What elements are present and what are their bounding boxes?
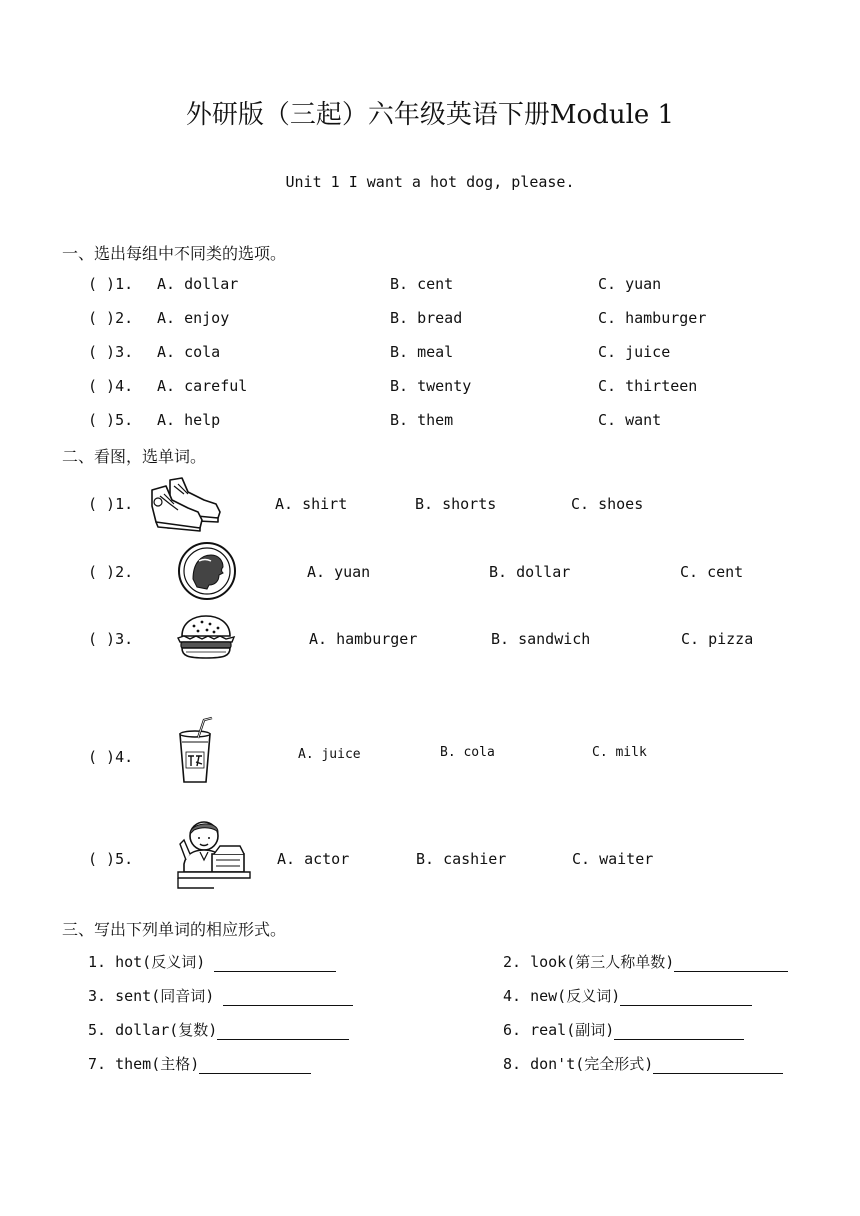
s2-q3-option-b: B. sandwich <box>491 630 591 648</box>
s3-q1: 1. hot(反义词) <box>88 951 336 972</box>
s3-q8: 8. don't(完全形式) <box>503 1053 783 1074</box>
s1-q2-option-c: C. hamburger <box>598 309 707 327</box>
s1-q3-option-b: B. meal <box>390 343 454 361</box>
s3-q3: 3. sent(同音词) <box>88 985 353 1006</box>
page-subtitle: Unit 1 I want a hot dog, please. <box>285 173 575 191</box>
s1-q3-number: ( )3. <box>88 343 134 361</box>
s3-q5: 5. dollar(复数) <box>88 1019 349 1040</box>
s1-q4-option-b: B. twenty <box>390 377 472 395</box>
s2-q2-option-b: B. dollar <box>489 563 571 581</box>
s2-q4-option-a: A. juice <box>298 747 361 762</box>
answer-blank[interactable] <box>620 989 752 1006</box>
s2-q3-option-a: A. hamburger <box>309 630 418 648</box>
s2-q2-number: ( )2. <box>88 563 134 581</box>
s1-q3-option-c: C. juice <box>598 343 671 361</box>
s3-q7: 7. them(主格) <box>88 1053 311 1074</box>
s1-q1-option-a: A. dollar <box>157 275 239 293</box>
s1-q5-option-b: B. them <box>390 411 454 429</box>
answer-blank[interactable] <box>674 955 788 972</box>
section1-heading: 一、选出每组中不同类的选项。 <box>62 244 287 263</box>
s2-q4-number: ( )4. <box>88 748 134 766</box>
hamburger-picture <box>174 612 238 662</box>
s2-q4-option-c: C. milk <box>592 745 647 760</box>
s1-q5-option-c: C. want <box>598 411 662 429</box>
answer-blank[interactable] <box>614 1023 744 1040</box>
section2-heading: 二、看图，选单词。 <box>62 447 207 466</box>
s2-q3-number: ( )3. <box>88 630 134 648</box>
s1-q2-option-a: A. enjoy <box>157 309 230 327</box>
s3-q6: 6. real(副词) <box>503 1019 744 1040</box>
s2-q1-option-c: C. shoes <box>571 495 644 513</box>
page-title: 外研版（三起）六年级英语下册Module 1 <box>185 100 675 130</box>
s1-q1-number: ( )1. <box>88 275 134 293</box>
answer-blank[interactable] <box>214 955 336 972</box>
s1-q3-option-a: A. cola <box>157 343 221 361</box>
cola-cup-picture <box>172 716 218 786</box>
s1-q4-option-a: A. careful <box>157 377 248 395</box>
s2-q2-option-a: A. yuan <box>307 563 371 581</box>
shoes-picture <box>146 474 224 532</box>
s1-q2-number: ( )2. <box>88 309 134 327</box>
s1-q5-option-a: A. help <box>157 411 221 429</box>
s2-q3-option-c: C. pizza <box>681 630 754 648</box>
section3-heading: 三、写出下列单词的相应形式。 <box>62 920 287 939</box>
s1-q4-number: ( )4. <box>88 377 134 395</box>
s1-q5-number: ( )5. <box>88 411 134 429</box>
answer-blank[interactable] <box>199 1057 311 1074</box>
s1-q2-option-b: B. bread <box>390 309 463 327</box>
s1-q1-option-b: B. cent <box>390 275 454 293</box>
s2-q1-number: ( )1. <box>88 495 134 513</box>
s3-q2: 2. look(第三人称单数) <box>503 951 788 972</box>
cashier-picture <box>174 814 254 890</box>
answer-blank[interactable] <box>217 1023 349 1040</box>
s2-q1-option-a: A. shirt <box>275 495 348 513</box>
answer-blank[interactable] <box>653 1057 783 1074</box>
s2-q5-number: ( )5. <box>88 850 134 868</box>
s2-q2-option-c: C. cent <box>680 563 744 581</box>
s3-q4: 4. new(反义词) <box>503 985 752 1006</box>
coin-picture <box>177 541 237 601</box>
s2-q5-option-b: B. cashier <box>416 850 507 868</box>
s2-q5-option-a: A. actor <box>277 850 350 868</box>
s2-q4-option-b: B. cola <box>440 745 495 760</box>
s1-q4-option-c: C. thirteen <box>598 377 698 395</box>
answer-blank[interactable] <box>223 989 353 1006</box>
s2-q5-option-c: C. waiter <box>572 850 654 868</box>
s1-q1-option-c: C. yuan <box>598 275 662 293</box>
s2-q1-option-b: B. shorts <box>415 495 497 513</box>
